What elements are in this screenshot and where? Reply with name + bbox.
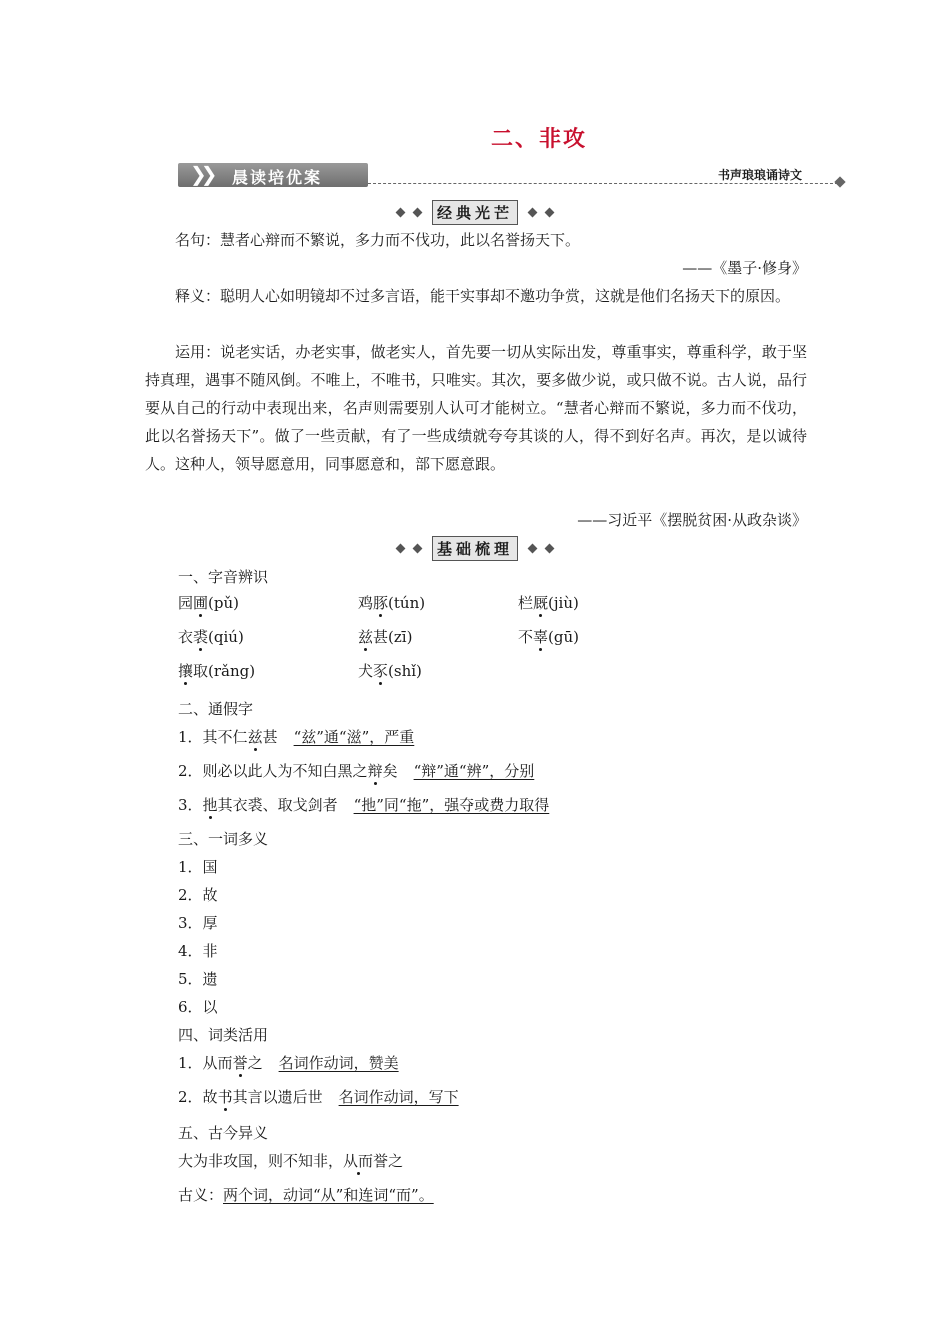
word-char: 园 xyxy=(178,594,194,612)
dotted-word: 从而 xyxy=(343,1152,374,1170)
pinyin: (tún) xyxy=(388,594,426,612)
word-char: 鸡 xyxy=(358,594,374,612)
diamond-icon xyxy=(545,544,555,554)
pinyin: (zī) xyxy=(388,628,413,646)
heading-word-class: 四、词类活用 xyxy=(178,1026,269,1044)
polysemy-item: 2．故 xyxy=(178,886,218,904)
tongjia-item xyxy=(178,726,414,747)
polysemy-item: 1．国 xyxy=(178,858,218,876)
quote-line: 名句：慧者心辩而不繁说，多力而不伐功，此以名誉扬天下。 xyxy=(175,231,581,249)
diamond-icon xyxy=(413,208,423,218)
word-char: 甚 xyxy=(373,628,389,646)
sentence-text: 其言以遗后世 xyxy=(232,1088,323,1106)
word-class-item xyxy=(178,1052,399,1073)
dotted-char: 裘 xyxy=(193,628,209,646)
polysemy-item: 4．非 xyxy=(178,942,218,960)
chevron-right-icon: ❯❯ xyxy=(190,162,212,186)
diamond-icon xyxy=(834,176,845,187)
pinyin: (gū) xyxy=(548,628,579,646)
item-number: 1． xyxy=(178,728,203,746)
item-number: 3． xyxy=(178,796,203,814)
heading-tongjia: 二、通假字 xyxy=(178,700,254,718)
sentence-text: 甚 xyxy=(262,728,278,746)
word-class-item xyxy=(178,1086,459,1107)
diamond-icon xyxy=(396,544,406,554)
tongjia-item xyxy=(178,760,534,781)
dotted-char: 扡 xyxy=(202,796,218,814)
word-char: 取 xyxy=(193,662,209,680)
answer-text: 名词作动词，赞美 xyxy=(278,1054,399,1072)
sentence-text: 其衣裘、取戈剑者 xyxy=(217,796,338,814)
banner-subtitle: 书声琅琅诵诗文 xyxy=(718,168,803,182)
sentence-text: 从而 xyxy=(202,1054,233,1072)
dotted-char: 书 xyxy=(217,1088,233,1106)
word-char: 不 xyxy=(518,628,534,646)
pronunciation-item xyxy=(178,660,255,681)
diamond-icon xyxy=(528,544,538,554)
dotted-char: 厩 xyxy=(533,594,549,612)
item-number: 2． xyxy=(178,762,203,780)
word-char: 栏 xyxy=(518,594,534,612)
dotted-char: 豕 xyxy=(373,662,389,680)
ancient-meaning xyxy=(178,1184,434,1205)
banner-label: 晨读培优案 xyxy=(232,168,323,187)
pinyin: (jiù) xyxy=(548,594,579,612)
polysemy-item: 5．遗 xyxy=(178,970,218,988)
meaning-label: 古义： xyxy=(178,1186,224,1204)
dotted-char: 辜 xyxy=(533,628,549,646)
dotted-char: 兹 xyxy=(358,628,374,646)
item-number: 1． xyxy=(178,1054,203,1072)
polysemy-item: 3．厚 xyxy=(178,914,218,932)
banner-divider xyxy=(368,183,838,184)
pronunciation-item xyxy=(178,592,239,613)
section-label: 经典光芒 xyxy=(432,200,518,225)
word-char: 犬 xyxy=(358,662,374,680)
dotted-char: 辩 xyxy=(367,762,383,780)
diamond-icon xyxy=(396,208,406,218)
sentence-text: 矣 xyxy=(382,762,398,780)
dotted-char: 圃 xyxy=(193,594,209,612)
explanation-paragraph: 释义：聪明人心如明镜却不过多言语，能干实事却不邀功争赏，这就是他们名扬天下的原因。 xyxy=(175,287,791,305)
heading-pronunciation: 一、字音辨识 xyxy=(178,568,269,586)
word-char: 衣 xyxy=(178,628,194,646)
pinyin: (rǎng) xyxy=(208,662,256,680)
pinyin: (shǐ) xyxy=(388,662,422,680)
answer-text: 名词作动词，写下 xyxy=(338,1088,459,1106)
dotted-char: 兹 xyxy=(247,728,263,746)
section-heading-classic xyxy=(0,200,950,225)
item-number: 2． xyxy=(178,1088,203,1106)
answer-text: 两个词，动词“从”和连词“而”。 xyxy=(223,1186,434,1204)
ancient-modern-sentence xyxy=(178,1150,403,1171)
sentence-text: 誉之 xyxy=(373,1152,404,1170)
heading-ancient-modern: 五、古今异义 xyxy=(178,1124,269,1142)
quote-source: ——《墨子·修身》 xyxy=(682,259,807,277)
sentence-text: 之 xyxy=(247,1054,263,1072)
dotted-char: 攘 xyxy=(178,662,194,680)
tongjia-item xyxy=(178,794,549,815)
sentence-text: 其不仁 xyxy=(202,728,248,746)
pronunciation-item xyxy=(358,660,422,681)
application-source: ——习近平《摆脱贫困·从政杂谈》 xyxy=(577,511,807,529)
diamond-icon xyxy=(413,544,423,554)
dotted-char: 誉 xyxy=(232,1054,248,1072)
answer-text: “辩”通“辨”，分别 xyxy=(413,762,535,780)
pinyin: (pǔ) xyxy=(208,594,239,612)
page-title: 二、非攻 xyxy=(490,126,587,152)
pinyin: (qiú) xyxy=(208,628,244,646)
application-paragraph: 运用：说老实话，办老实事，做老实人，首先要一切从实际出发，尊重事实，尊重科学，敢于坚持真理，遇事不随风倒。不唯上，不唯书，只唯实。其次，要多做少说，或只做不说。古人说，品行要从自己的行动中表现出来，名声则需要别人认可才能树立。“慧者心辩而不繁说，多力而不伐功，此以名誉扬天下”。做了一些贡献，有了一些成绩就夸夸其谈的人，得不到好名声。再次，是以诚待人。这种人，领导愿意用，同事愿意和，部下愿意跟。 xyxy=(145,343,807,473)
pronunciation-item xyxy=(358,592,425,613)
dotted-char: 豚 xyxy=(373,594,389,612)
pronunciation-item xyxy=(358,626,412,647)
pronunciation-item xyxy=(518,626,579,647)
answer-text: “扡”同“拖”，强夺或费力取得 xyxy=(353,796,550,814)
sentence-text: 大为非攻国，则不知非， xyxy=(178,1152,344,1170)
answer-text: “兹”通“滋”，严重 xyxy=(293,728,415,746)
diamond-icon xyxy=(545,208,555,218)
section-label: 基础梳理 xyxy=(432,536,518,561)
section-heading-basics xyxy=(0,536,950,561)
heading-polysemy: 三、一词多义 xyxy=(178,830,269,848)
sentence-text: 故 xyxy=(202,1088,218,1106)
polysemy-item: 6．以 xyxy=(178,998,218,1016)
pronunciation-item xyxy=(518,592,579,613)
diamond-icon xyxy=(528,208,538,218)
pronunciation-item xyxy=(178,626,244,647)
sentence-text: 则必以此人为不知白黑之 xyxy=(202,762,368,780)
